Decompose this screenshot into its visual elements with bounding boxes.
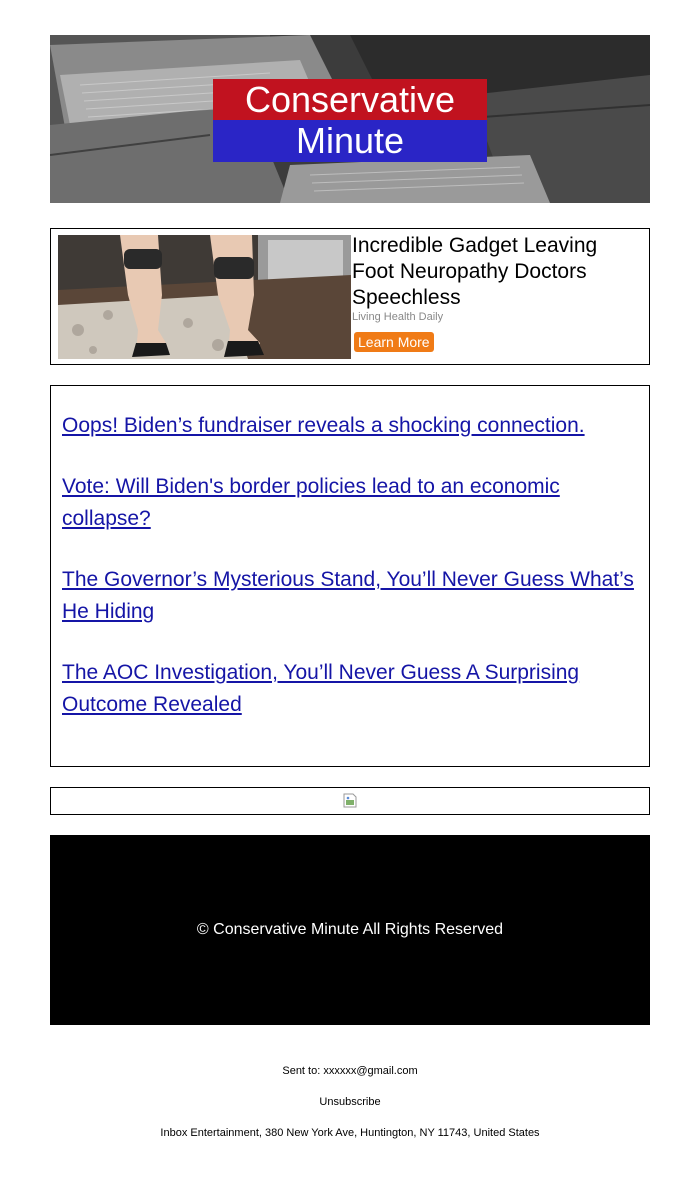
headline-link-4[interactable]: The AOC Investigation, You’ll Never Guess A Surprising Outcome Revealed: [62, 661, 580, 716]
ad-source: Living Health Daily: [352, 311, 444, 323]
logo-line-top: Conservative: [213, 79, 487, 120]
list-item: [62, 564, 640, 628]
sent-to-text: Sent to: xxxxxx@gmail.com: [282, 1065, 418, 1077]
footer-block: [50, 835, 650, 1025]
list-item: [62, 471, 640, 535]
headline-list: [62, 410, 640, 750]
mailing-address: Inbox Entertainment, 380 New York Ave, Huntington, NY 11743, United States: [160, 1127, 540, 1139]
sponsored-ad[interactable]: [50, 228, 650, 365]
list-item: [62, 657, 640, 721]
headline-link-3[interactable]: The Governor’s Mysterious Stand, You’ll Never Guess What’s He Hiding: [62, 568, 634, 623]
headline-link-1[interactable]: Oops! Biden’s fundraiser reveals a shocking connection.: [62, 414, 585, 437]
broken-image-icon: [343, 793, 357, 808]
logo-line-bottom: Minute: [213, 120, 487, 162]
headline-link-2[interactable]: Vote: Will Biden's border policies lead to an economic collapse?: [62, 475, 560, 530]
image-placeholder-box[interactable]: [50, 787, 650, 815]
ad-image[interactable]: [58, 235, 351, 359]
headline-links-box: [50, 385, 650, 767]
ad-text-block: [352, 233, 642, 352]
list-item: [62, 410, 640, 442]
unsubscribe-link[interactable]: Unsubscribe: [319, 1096, 381, 1108]
copyright-text: © Conservative Minute All Rights Reserved: [196, 921, 504, 938]
site-logo[interactable]: [213, 79, 487, 162]
ad-headline[interactable]: Incredible Gadget Leaving Foot Neuropathy Doctors Speechless: [352, 234, 598, 309]
header-banner: [50, 35, 650, 203]
learn-more-button[interactable]: Learn More: [354, 332, 434, 352]
